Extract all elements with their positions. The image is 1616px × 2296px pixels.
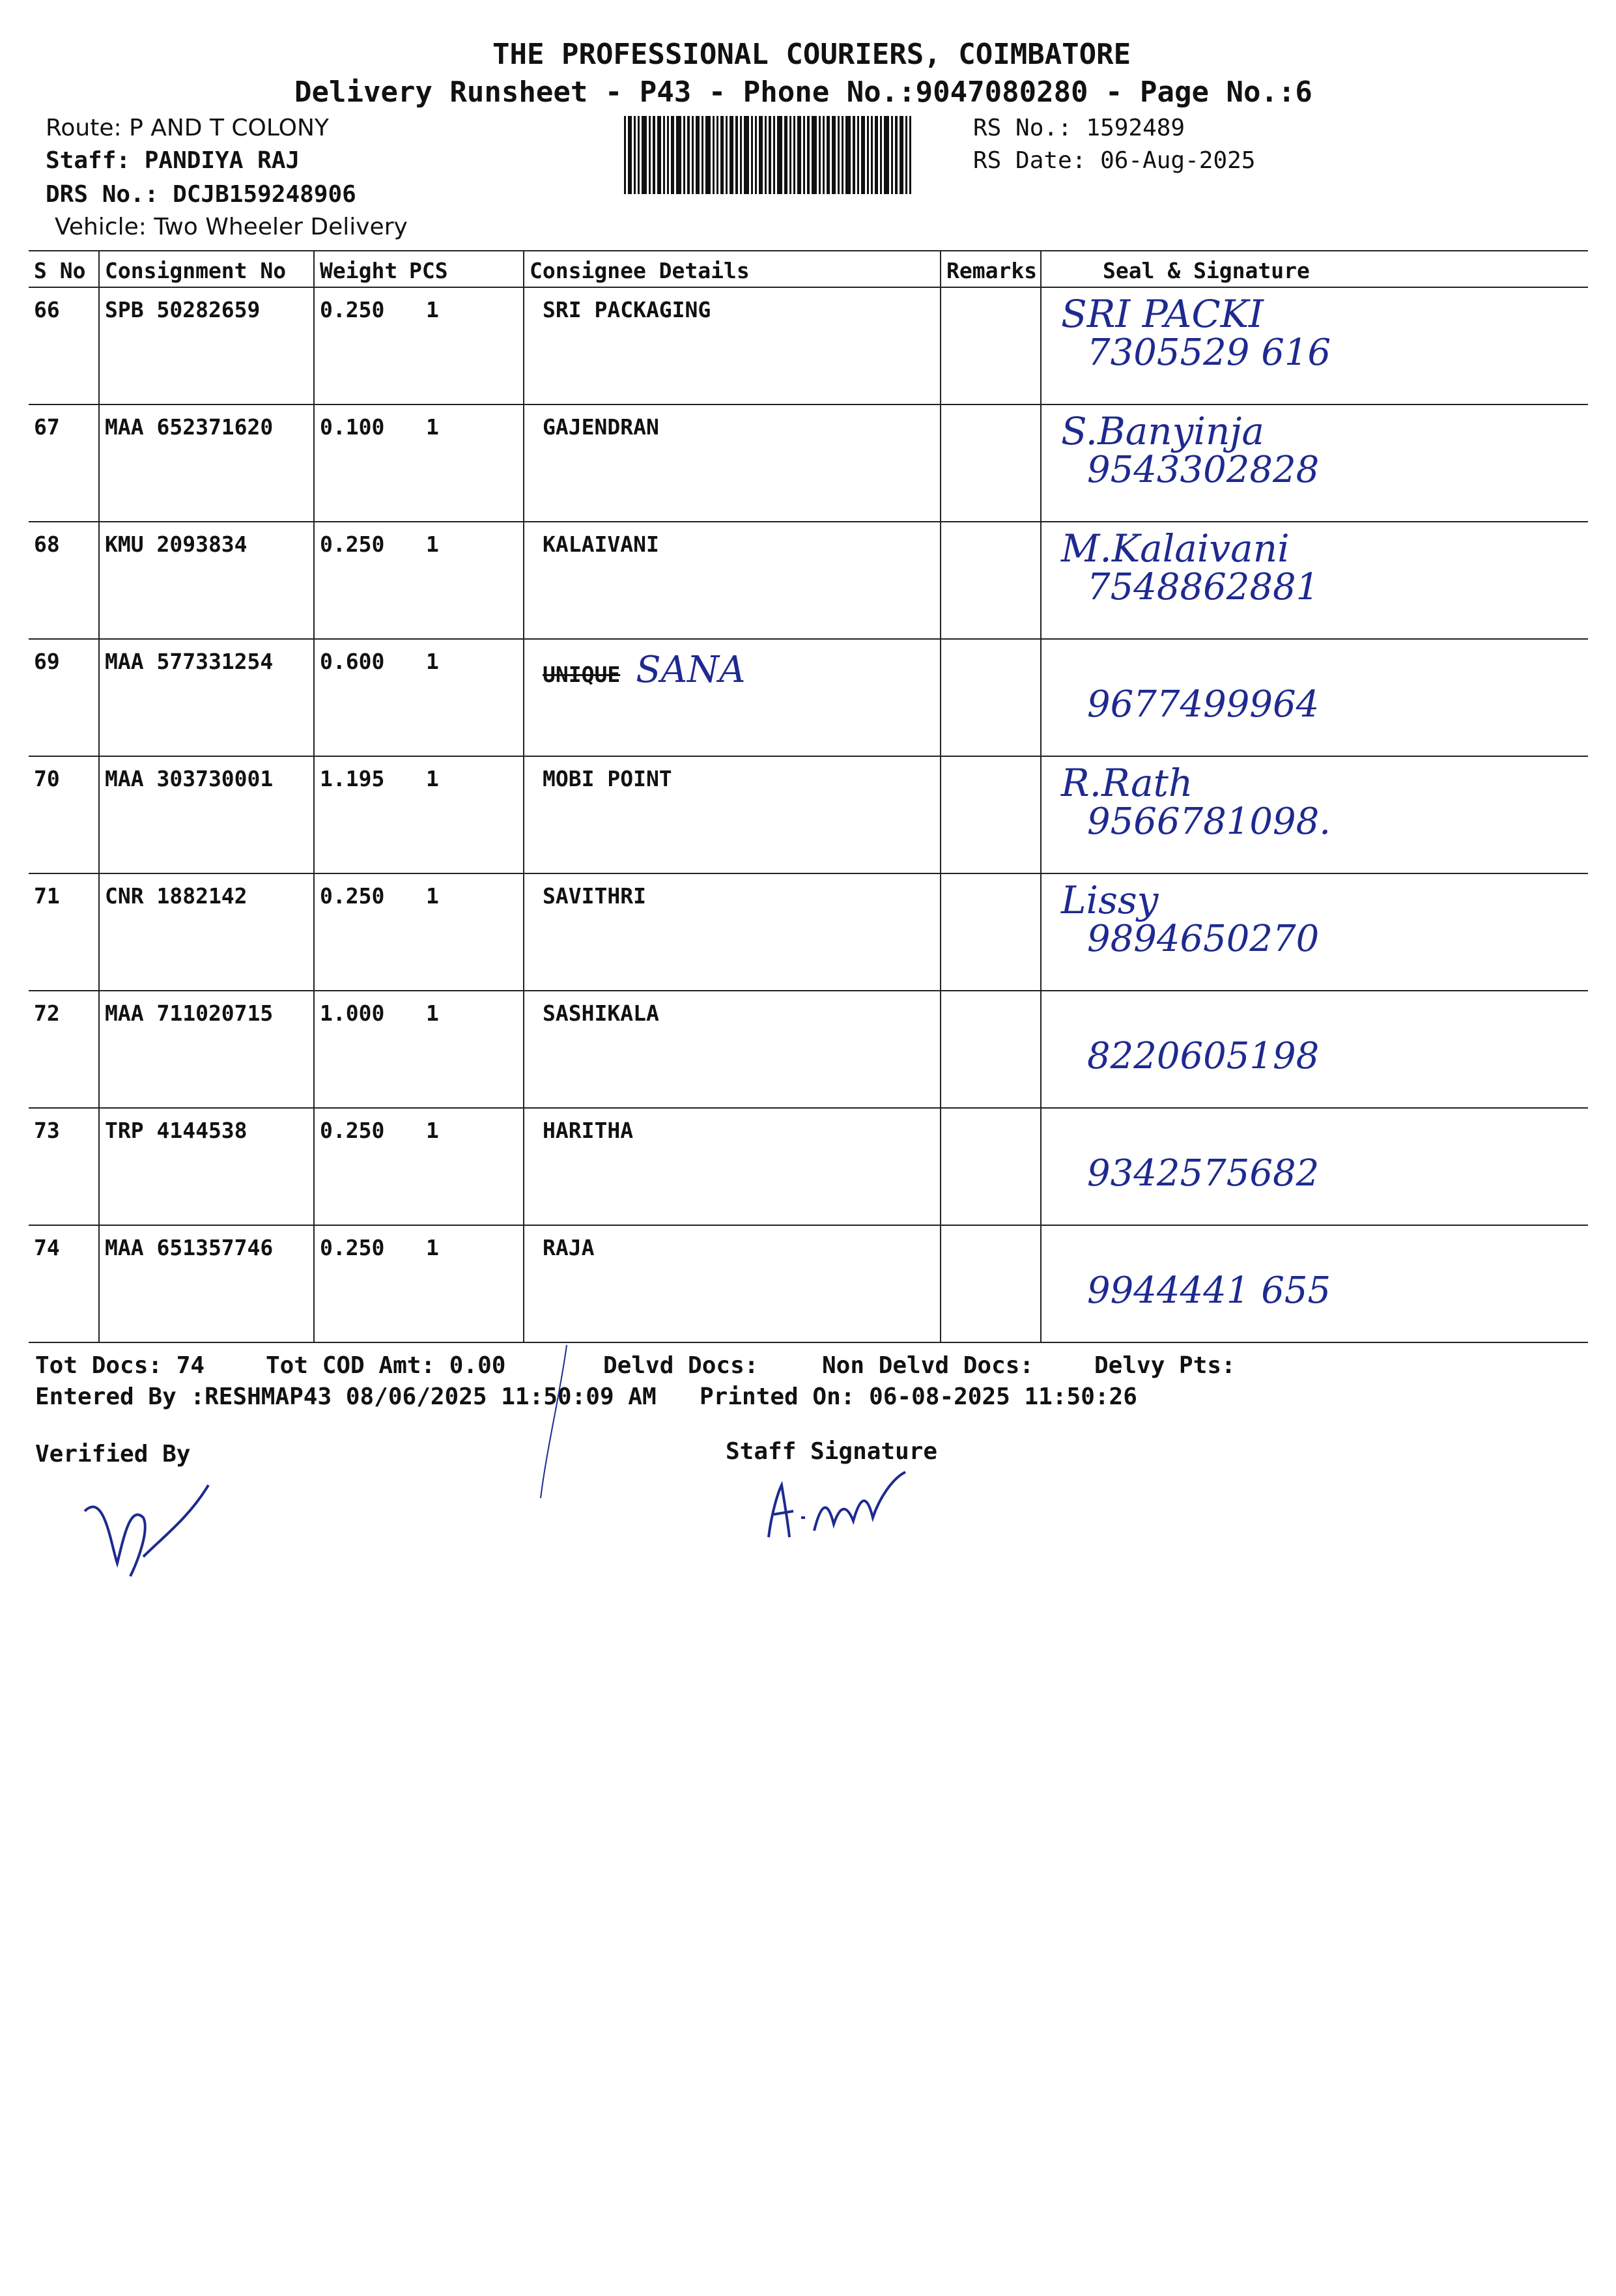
consignee-handwritten: SANA [636, 649, 746, 691]
barcode-bar [867, 116, 869, 194]
non-delvd-docs: Non Delvd Docs: [822, 1352, 1034, 1379]
signature-phone: 7305529 616 [1087, 331, 1331, 374]
col-header-weight: Weight [314, 251, 406, 287]
table-row [29, 873, 1588, 991]
runsheet-table [29, 250, 1588, 1343]
row-pcs: 1 [406, 639, 524, 756]
consignee-name: RAJA [543, 1235, 595, 1260]
runsheet-line: Delivery Runsheet - P43 - Phone No.:9047080280 - Page No.:6 [294, 76, 1312, 109]
barcode-bar [735, 116, 738, 194]
row-pcs: 1 [406, 991, 524, 1108]
barcode-bar [759, 116, 763, 194]
barcode-bar [663, 116, 665, 194]
table-header-row [29, 251, 1588, 287]
row-signature [1041, 873, 1588, 991]
row-remarks [941, 287, 1041, 404]
col-header-signature: Seal & Signature [1041, 251, 1588, 287]
signature-phone: 8220605198 [1087, 1034, 1320, 1077]
barcode-bar [838, 116, 840, 194]
barcode-bar [895, 116, 898, 194]
row-weight: 0.250 [314, 1225, 406, 1342]
col-header-remarks: Remarks [941, 251, 1041, 287]
row-sno: 73 [29, 1108, 99, 1225]
tot-docs: Tot Docs: 74 [35, 1352, 205, 1379]
consignee-name: SRI PACKAGING [543, 297, 711, 322]
barcode-bar [671, 116, 674, 194]
table-row [29, 756, 1588, 873]
row-consignee [524, 522, 941, 639]
barcode-bar [628, 116, 632, 194]
row-weight: 0.250 [314, 522, 406, 639]
row-sno: 71 [29, 873, 99, 991]
barcode-bar [812, 116, 817, 194]
row-consignee [524, 873, 941, 991]
signature-name [1061, 1115, 1319, 1155]
signature-name: S.Banyinja [1061, 409, 1264, 453]
row-weight: 0.250 [314, 287, 406, 404]
verified-by-label: Verified By [35, 1441, 191, 1467]
barcode-bar [730, 116, 733, 194]
row-sno: 70 [29, 756, 99, 873]
row-pcs: 1 [406, 873, 524, 991]
barcode-bar [676, 116, 681, 194]
row-signature [1041, 991, 1588, 1108]
row-sno: 72 [29, 991, 99, 1108]
tot-cod-amt: Tot COD Amt: 0.00 [266, 1352, 506, 1379]
table-row [29, 1225, 1588, 1342]
signature-name [1061, 646, 1319, 686]
consignee-name: UNIQUE [543, 662, 621, 687]
row-remarks [941, 404, 1041, 522]
signature-phone: 9677499964 [1087, 683, 1320, 726]
row-pcs: 1 [406, 1225, 524, 1342]
barcode-bar [713, 116, 715, 194]
row-signature [1041, 639, 1588, 756]
barcode-bar [789, 116, 791, 194]
row-consignee [524, 404, 941, 522]
barcode-bar [853, 116, 855, 194]
barcode-bar [793, 116, 795, 194]
barcode-bar [842, 116, 843, 194]
row-sno: 67 [29, 404, 99, 522]
barcode-bar [765, 116, 767, 194]
row-pcs: 1 [406, 756, 524, 873]
row-consignment: TRP 4144538 [99, 1108, 314, 1225]
barcode-bar [634, 116, 636, 194]
row-weight: 0.250 [314, 873, 406, 991]
row-consignee [524, 1225, 941, 1342]
table-row [29, 287, 1588, 404]
consignee-name: SAVITHRI [543, 883, 646, 909]
barcode-bar [653, 116, 655, 194]
entered-by: Entered By :RESHMAP43 08/06/2025 11:50:09 AM [35, 1383, 657, 1410]
barcode-bar [832, 116, 836, 194]
route-label: Route: P AND T COLONY [46, 115, 329, 141]
signature-name: R.Rath [1061, 761, 1193, 805]
row-remarks [941, 522, 1041, 639]
barcode-bar [696, 116, 700, 194]
signature-name [1061, 1232, 1331, 1272]
printed-on: Printed On: 06-08-2025 11:50:26 [700, 1383, 1137, 1410]
col-header-sno: S No [29, 251, 99, 287]
barcode-bar [803, 116, 805, 194]
barcode-bar [880, 116, 882, 194]
barcode-bar [755, 116, 757, 194]
barcode-bar [827, 116, 830, 194]
row-consignment: MAA 577331254 [99, 639, 314, 756]
row-consignment: MAA 651357746 [99, 1225, 314, 1342]
signature-name [1061, 998, 1319, 1038]
consignee-name: GAJENDRAN [543, 414, 659, 440]
row-consignment: MAA 711020715 [99, 991, 314, 1108]
barcode-bar [845, 116, 851, 194]
row-consignee [524, 639, 941, 756]
staff-signature [762, 1466, 931, 1550]
row-signature [1041, 1225, 1588, 1342]
barcode-bar [642, 116, 647, 194]
row-weight: 0.250 [314, 1108, 406, 1225]
row-remarks [941, 991, 1041, 1108]
row-sno: 68 [29, 522, 99, 639]
rs-date: RS Date: 06-Aug-2025 [973, 147, 1256, 174]
row-consignment: CNR 1882142 [99, 873, 314, 991]
barcode-bar [861, 116, 865, 194]
row-consignment: MAA 652371620 [99, 404, 314, 522]
barcode-bar [884, 116, 889, 194]
row-consignment: KMU 2093834 [99, 522, 314, 639]
row-consignee [524, 756, 941, 873]
signature-name: SRI PACKI [1061, 292, 1264, 336]
delvy-pts: Delvy Pts: [1094, 1352, 1236, 1379]
signature-phone: 9342575682 [1087, 1152, 1320, 1195]
verifier-signature [65, 1466, 221, 1596]
signature-phone: 9944441 655 [1087, 1269, 1331, 1312]
signature-phone: 9894650270 [1087, 917, 1320, 960]
consignee-name: KALAIVANI [543, 531, 659, 557]
barcode-bar [905, 116, 907, 194]
row-sno: 66 [29, 287, 99, 404]
barcode-bar [683, 116, 685, 194]
barcode-bar [857, 116, 859, 194]
row-remarks [941, 756, 1041, 873]
signature-name: Lissy [1061, 878, 1159, 922]
consignee-name: HARITHA [543, 1118, 634, 1143]
barcode-bar [740, 116, 742, 194]
barcode-bar [819, 116, 821, 194]
barcode-bar [784, 116, 787, 194]
row-weight: 1.000 [314, 991, 406, 1108]
barcode-bar [751, 116, 753, 194]
company-title: THE PROFESSIONAL COURIERS, COIMBATORE [492, 38, 1131, 71]
barcode-bar [891, 116, 893, 194]
barcode-bar [720, 116, 724, 194]
consignee-name: SASHIKALA [543, 1000, 659, 1026]
staff-signature-label: Staff Signature [726, 1438, 938, 1465]
row-remarks [941, 639, 1041, 756]
row-sno: 69 [29, 639, 99, 756]
row-signature [1041, 404, 1588, 522]
row-pcs: 1 [406, 1108, 524, 1225]
row-remarks [941, 1225, 1041, 1342]
row-consignee [524, 991, 941, 1108]
rs-number: RS No.: 1592489 [973, 115, 1185, 141]
row-signature [1041, 522, 1588, 639]
barcode-bar [909, 116, 911, 194]
signature-phone: 7548862881 [1087, 565, 1320, 608]
row-pcs: 1 [406, 404, 524, 522]
signature-phone: 9543302828 [1087, 448, 1320, 491]
barcode-bar [667, 116, 669, 194]
row-consignee [524, 287, 941, 404]
signature-name: M.Kalaivani [1061, 526, 1290, 571]
row-weight: 0.100 [314, 404, 406, 522]
col-header-consignee: Consignee Details [524, 251, 941, 287]
barcode-bar [875, 116, 878, 194]
row-consignment: SPB 50282659 [99, 287, 314, 404]
consignee-name: MOBI POINT [543, 766, 672, 791]
vehicle-label: Vehicle: Two Wheeler Delivery [55, 214, 408, 240]
row-consignment: MAA 303730001 [99, 756, 314, 873]
barcode-bar [744, 116, 749, 194]
barcode-bar [823, 116, 825, 194]
barcode-bar [702, 116, 703, 194]
barcode-bar [900, 116, 903, 194]
barcode-bar [657, 116, 661, 194]
delvd-docs: Delvd Docs: [603, 1352, 759, 1379]
row-signature [1041, 1108, 1588, 1225]
barcode-bar [797, 116, 801, 194]
row-remarks [941, 1108, 1041, 1225]
signature-phone: 9566781098. [1087, 800, 1331, 843]
barcode-bar [777, 116, 782, 194]
barcode-bar [624, 116, 626, 194]
row-remarks [941, 873, 1041, 991]
row-signature [1041, 287, 1588, 404]
barcode-bar [726, 116, 728, 194]
barcode-bar [649, 116, 651, 194]
barcode-bar [871, 116, 873, 194]
row-sno: 74 [29, 1225, 99, 1342]
staff-label: Staff: PANDIYA RAJ [46, 147, 300, 174]
drs-number: DRS No.: DCJB159248906 [46, 181, 356, 208]
table-row [29, 991, 1588, 1108]
col-header-consignment: Consignment No [99, 251, 314, 287]
barcode-bar [769, 116, 771, 194]
row-consignee [524, 1108, 941, 1225]
table-row [29, 404, 1588, 522]
barcode-bar [692, 116, 694, 194]
table-row [29, 639, 1588, 756]
row-signature [1041, 756, 1588, 873]
barcode-bar [716, 116, 718, 194]
barcode-bar [705, 116, 711, 194]
table-row [29, 522, 1588, 639]
col-header-pcs: PCS [406, 251, 524, 287]
barcode-bar [687, 116, 690, 194]
barcode-bar [807, 116, 810, 194]
barcode-bar [638, 116, 640, 194]
row-weight: 0.600 [314, 639, 406, 756]
stray-pen-line [534, 1342, 573, 1505]
row-pcs: 1 [406, 522, 524, 639]
row-weight: 1.195 [314, 756, 406, 873]
table-row [29, 1108, 1588, 1225]
barcode [624, 116, 948, 194]
barcode-bar [773, 116, 775, 194]
row-pcs: 1 [406, 287, 524, 404]
